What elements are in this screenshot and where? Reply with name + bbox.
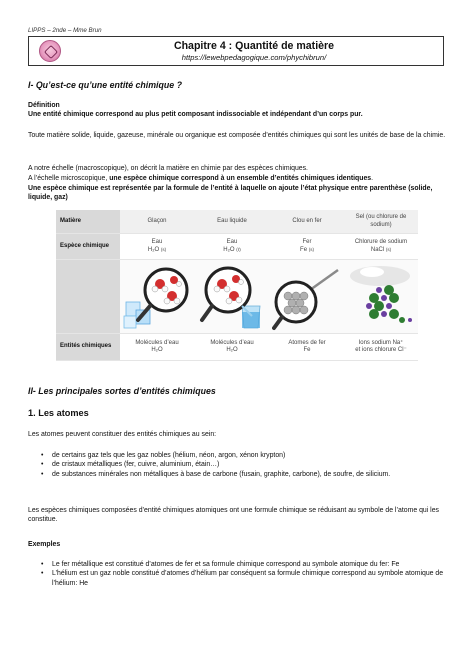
row-header-image-blank <box>56 260 120 334</box>
entite-line2: H₂O <box>151 347 163 353</box>
formula-state: (ℓ) <box>236 247 241 252</box>
entites-cell <box>344 334 418 361</box>
water-glass-icon <box>194 260 270 334</box>
paragraph-macroscopic: A notre échelle (macroscopique), on décrit la matière en chimie par des espèces chimiques. <box>28 165 308 172</box>
school-logo-icon <box>39 40 61 62</box>
species-entities-table <box>56 210 418 361</box>
microscopic-bold: une espèce chimique correspond à un ensemble d’entités chimiques identiques <box>109 175 372 182</box>
matiere-cell: Eau liquide <box>194 210 270 234</box>
ice-cubes-icon <box>120 260 194 334</box>
chapter-url: https://lewebpedagogique.com/phychibrun/ <box>181 53 327 62</box>
formula-base: Fe <box>300 247 308 253</box>
examples-label: Exemples <box>28 541 61 548</box>
espece-name: Eau <box>151 238 163 245</box>
espece-cell <box>270 234 344 260</box>
list-item: • de cristaux métalliques (fer, cuivre, aluminium, étain…) <box>40 460 444 469</box>
row-header-entites: Entités chimiques <box>56 334 120 361</box>
entite-line1: Ions sodium Na⁺ <box>358 339 404 346</box>
formula-state: (s) <box>308 247 314 252</box>
entites-cell <box>270 334 344 361</box>
atomic-formula-paragraph: Les espèces chimiques composées d’entité chimiques atomiques ont une formule chimique se réduisant au symbole de l’atome qui les constitue. <box>28 507 439 524</box>
formula-state: (s) <box>385 247 392 252</box>
section-1-heading: I- Qu’est-ce qu’une entité chimique ? <box>28 80 182 90</box>
chapter-header-box <box>28 36 444 66</box>
matiere-cell: Sel (ou chlorure de sodium) <box>344 210 418 234</box>
matiere-cell: Glaçon <box>120 210 194 234</box>
espece-formula <box>223 246 240 255</box>
row-header-espece: Espèce chimique <box>56 234 120 260</box>
microscopic-end: . <box>371 175 374 182</box>
entite-line1: Molécules d’eau <box>135 339 179 346</box>
entite-line2: et ions chlorure Cl⁻ <box>355 347 407 353</box>
espece-cell <box>344 234 418 260</box>
microscopic-intro: A l’échelle microscopique, <box>28 175 110 182</box>
section-2-heading: II- Les principales sortes d’entités chimiques <box>28 386 216 396</box>
atoms-intro: Les atomes peuvent constituer des entités chimiques au sein: <box>28 431 217 438</box>
formula-base: H₂O <box>223 247 235 253</box>
formula-base: NaCl <box>370 247 385 253</box>
entites-cell <box>120 334 194 361</box>
definition-text: Une entité chimique correspond au plus petit composant indissociable et indépendant d’un corps pur. <box>28 111 363 118</box>
entite-line2: H₂O <box>226 347 238 353</box>
formula-base: H₂O <box>147 247 160 253</box>
entite-line1: Atomes de fer <box>288 339 326 346</box>
salt-crystal-icon <box>344 260 418 334</box>
list-item: • de certains gaz tels que les gaz nobles (hélium, néon, argon, xénon krypton) <box>40 451 444 460</box>
espece-formula <box>371 246 391 255</box>
subsection-atoms-heading: 1. Les atomes <box>28 408 89 418</box>
list-item: • Le fer métallique est constitué d’atomes de fer et sa formule chimique correspond au symbole atomique du fer: Fe <box>40 560 444 569</box>
espece-cell <box>194 234 270 260</box>
espece-formula <box>300 246 314 255</box>
atoms-list <box>40 451 444 479</box>
espece-cell <box>120 234 194 260</box>
list-item: • L’hélium est un gaz noble constitué d’atomes d’hélium par conséquent sa formule chimique correspond au symbole atomique de l’hélium: He <box>40 569 444 588</box>
entite-line1: Molécules d’eau <box>210 339 254 346</box>
espece-formula <box>148 246 166 255</box>
running-head: LIPPS – 2nde – Mme Brun <box>28 27 102 34</box>
list-item: • de substances minérales non métalliques à base de carbone (fusain, graphite, carbone), de soufre, de silicium. <box>40 470 444 479</box>
paragraph-formula-rule: Une espèce chimique est représentée par la formule de l’entité à laquelle on ajoute l’état physique entre parenthèse (solide, liquide, gaz) <box>28 185 433 202</box>
entite-line2: Fe <box>303 347 311 353</box>
espece-name: Fer <box>302 238 312 245</box>
row-header-matiere: Matière <box>56 210 120 234</box>
paragraph-microscopic <box>28 174 446 183</box>
espece-name: Eau <box>226 238 238 245</box>
entites-cell <box>194 334 270 361</box>
definition-label: Définition <box>28 102 60 109</box>
espece-name: Chlorure de sodium <box>354 238 408 245</box>
iron-nail-icon <box>270 260 344 334</box>
paragraph-matter: Toute matière solide, liquide, gazeuse, minérale ou organique est composée d’entités chimiques qui sont les unités de base de la chimie. <box>28 132 446 139</box>
formula-state: (s) <box>160 247 167 252</box>
chapter-title: Chapitre 4 : Quantité de matière <box>173 40 335 52</box>
examples-list <box>40 560 444 588</box>
matiere-cell: Clou en fer <box>270 210 344 234</box>
